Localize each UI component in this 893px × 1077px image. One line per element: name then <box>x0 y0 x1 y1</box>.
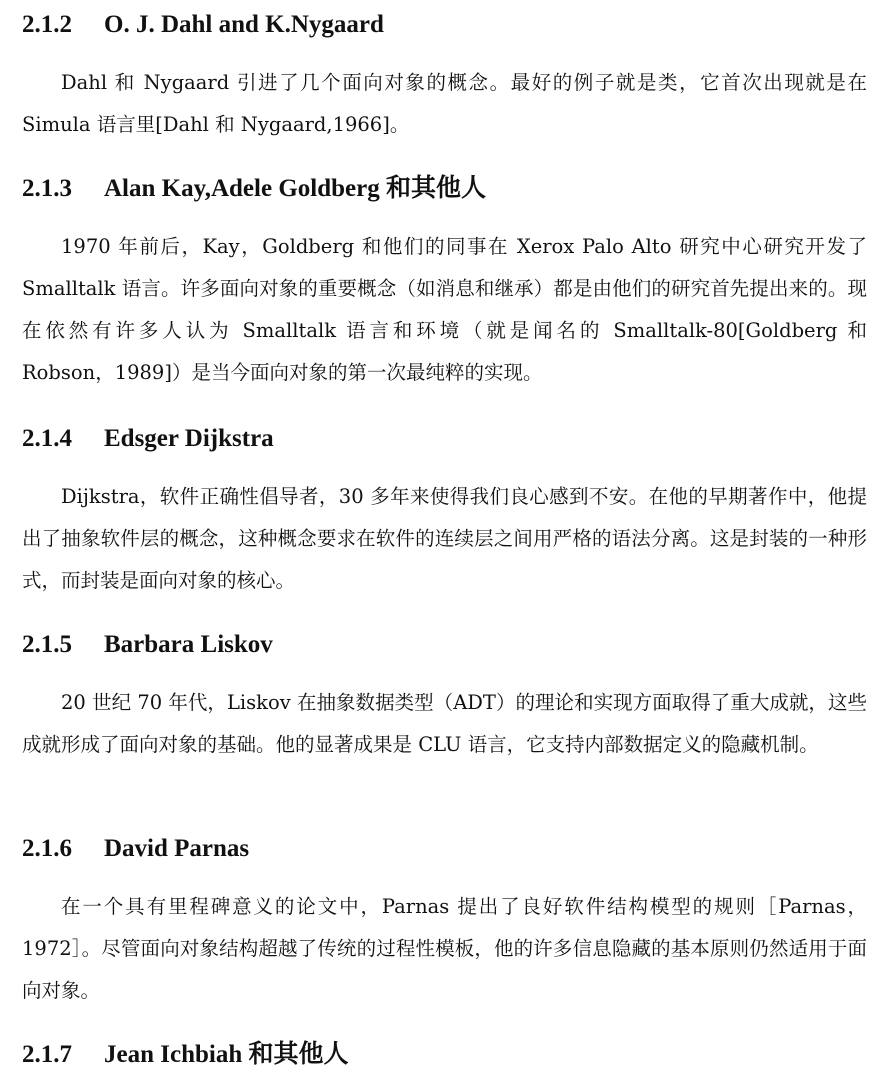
section-2-1-5 <box>22 630 867 766</box>
section-title: Jean Ichbiah 和其他人 <box>104 1041 349 1068</box>
section-title: O. J. Dahl and K.Nygaard <box>104 11 384 38</box>
section-2-1-3 <box>22 174 867 394</box>
section-heading <box>22 174 867 204</box>
section-paragraph: Dahl 和 Nygaard 引进了几个面向对象的概念。最好的例子就是类，它首次出现就是在 Simula 语言里[Dahl 和 Nygaard,1966]。 <box>22 71 867 136</box>
section-paragraph: Dijkstra，软件正确性倡导者，30 多年来使得我们良心感到不安。在他的早期著作中，他提出了抽象软件层的概念，这种概念要求在软件的连续层之间用严格的语法分离。这是封装的一种形式，而封装是面向对象的核心。 <box>22 485 867 592</box>
section-2-1-4 <box>22 424 867 602</box>
section-heading <box>22 10 867 40</box>
section-title: Alan Kay,Adele Goldberg 和其他人 <box>104 175 486 202</box>
section-number: 2.1.3 <box>22 175 72 202</box>
section-number: 2.1.6 <box>22 835 72 862</box>
section-2-1-6 <box>22 834 867 1012</box>
section-heading <box>22 630 867 660</box>
section-number: 2.1.5 <box>22 631 72 658</box>
section-title: Barbara Liskov <box>104 631 273 658</box>
section-heading <box>22 834 867 864</box>
section-title: Edsger Dijkstra <box>104 425 274 452</box>
section-paragraph: 在一个具有里程碑意义的论文中，Parnas 提出了良好软件结构模型的规则［Parnas，1972］。尽管面向对象结构超越了传统的过程性模板，他的许多信息隐藏的基本原则仍然适用于面向对象。 <box>22 895 867 1002</box>
section-paragraph: 1970 年前后，Kay，Goldberg 和他们的同事在 Xerox Palo Alto 研究中心研究开发了 Smalltalk 语言。许多面向对象的重要概念（如消息和继承）都是由他们的研究首先提出来的。现在依然有许多人认为 Smalltalk 语言和环境（就是闻名的 Smalltalk-80[Goldberg 和 Robson，1989]）是当今面向对象的第一次最纯粹的实现。 <box>22 235 867 384</box>
section-number: 2.1.4 <box>22 425 72 452</box>
section-heading <box>22 424 867 454</box>
section-title: David Parnas <box>104 835 250 862</box>
section-number: 2.1.2 <box>22 11 72 38</box>
section-2-1-7 <box>22 1040 867 1070</box>
section-number: 2.1.7 <box>22 1041 72 1068</box>
section-heading <box>22 1040 867 1070</box>
section-paragraph: 20 世纪 70 年代，Liskov 在抽象数据类型（ADT）的理论和实现方面取得了重大成就，这些成就形成了面向对象的基础。他的显著成果是 CLU 语言，它支持内部数据定义的隐藏机制。 <box>22 691 867 756</box>
section-2-1-2 <box>22 10 867 146</box>
